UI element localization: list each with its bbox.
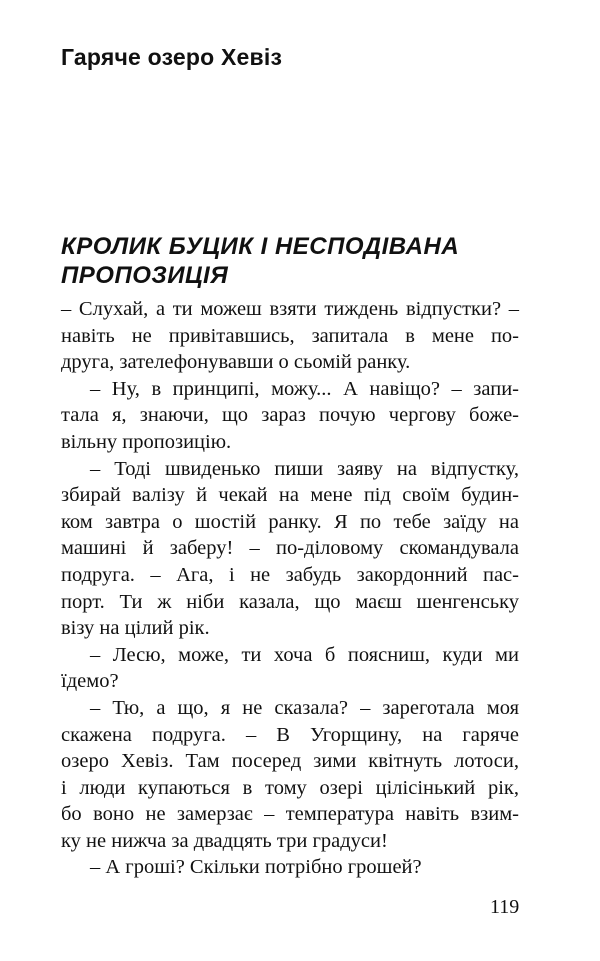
text-line: навіть не привітавшись, запитала в мене по- xyxy=(61,324,519,347)
text-line: машині й заберу! – по-діловому скомандувала xyxy=(61,537,519,560)
text-line: – Лесю, може, ти хоча б поясниш, куди ми xyxy=(90,643,519,666)
paragraph xyxy=(61,695,519,855)
text-line: ку не нижча за двадцять три градуси! xyxy=(61,829,388,852)
text-line: тала я, знаючи, що зараз почую чергову боже- xyxy=(61,404,519,427)
text-line: скажена подруга. – В Угорщину, на гаряче xyxy=(61,723,519,746)
paragraph xyxy=(61,296,519,376)
text-line: подруга. – Ага, і не забудь закордонний пас- xyxy=(61,563,519,586)
text-line: збирай валізу й чекай на мене під своїм будин- xyxy=(61,484,519,507)
text-line: порт. Ти ж ніби казала, що маєш шенгенську xyxy=(61,590,519,613)
text-line: їдемо? xyxy=(61,670,119,693)
text-line: – Слухай, а ти можеш взяти тиждень відпустки? – xyxy=(61,298,519,320)
page-number: 119 xyxy=(490,896,520,918)
paragraph xyxy=(61,642,519,695)
text-line: – Тоді швиденько пиши заяву на відпустку, xyxy=(90,457,519,480)
chapter-title-line: КРОЛИК БУЦИК І НЕСПОДІВАНА xyxy=(61,233,460,260)
text-line: друга, зателефонувавши о сьомій ранку. xyxy=(61,351,411,374)
text-line: бо воно не замерзає – температура навіть взим- xyxy=(61,803,519,826)
text-line: озеро Хевіз. Там посеред зими квітнуть лотоси, xyxy=(61,750,519,773)
paragraph xyxy=(61,456,519,642)
chapter-title-line: ПРОПОЗИЦІЯ xyxy=(61,262,229,289)
text-line: вільну пропозицію. xyxy=(61,430,232,453)
running-head: Гаряче озеро Хевіз xyxy=(61,44,283,70)
text-line: ком завтра о шостій ранку. Я по тебе заїду на xyxy=(61,510,519,533)
paragraph xyxy=(61,854,519,881)
text-line: і люди купаються в тому озері цілісінький рік, xyxy=(61,776,519,799)
chapter-title xyxy=(61,232,531,290)
text-line: – Тю, а що, я не сказала? – зареготала моя xyxy=(90,696,519,719)
paragraph xyxy=(61,376,519,456)
text-line: – Ну, в принципі, можу... А навіщо? – запи- xyxy=(90,377,519,400)
text-line: візу на цілий рік. xyxy=(61,617,210,640)
body-text xyxy=(61,296,519,881)
text-line: – А гроші? Скільки потрібно грошей? xyxy=(90,856,422,879)
